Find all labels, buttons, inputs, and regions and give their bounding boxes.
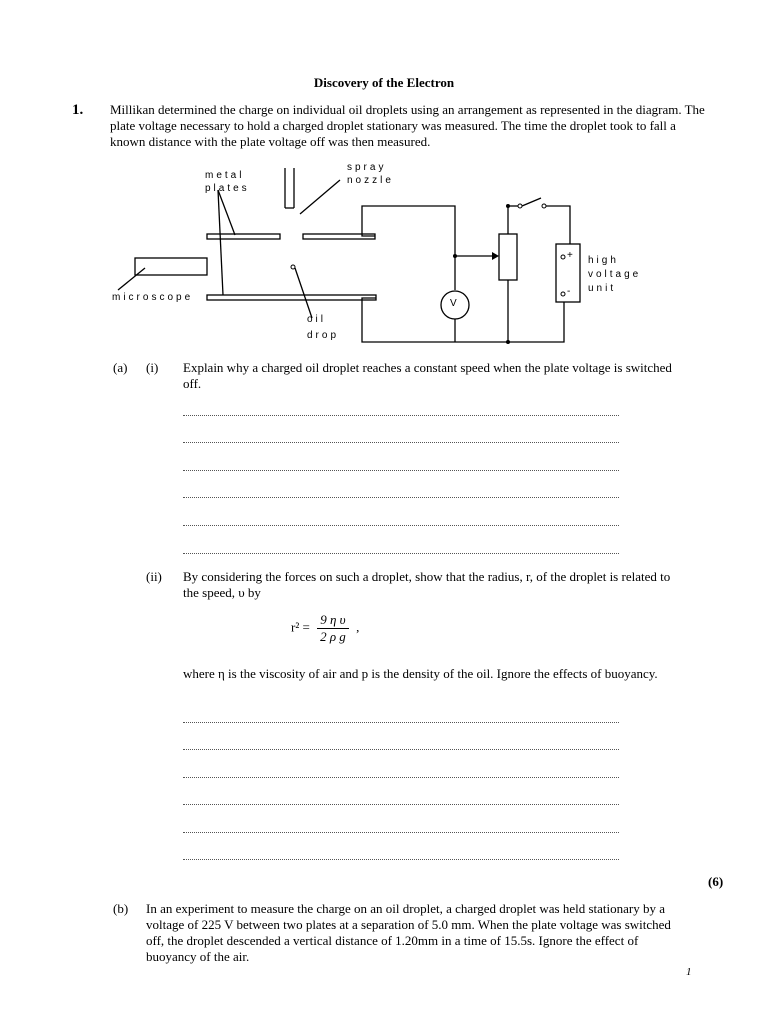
answer-line[interactable]: [183, 487, 619, 498]
nozzle-pointer: [300, 180, 340, 214]
label-high: high: [588, 255, 619, 266]
answer-line[interactable]: [183, 767, 619, 778]
answer-line[interactable]: [183, 712, 619, 723]
answer-line[interactable]: [183, 822, 619, 833]
question-number: 1.: [72, 102, 84, 118]
top-plate-left: [207, 234, 280, 239]
label-minus: -: [567, 286, 571, 297]
potentiometer: [499, 234, 517, 280]
switch-arm: [522, 198, 541, 206]
answer-line[interactable]: [183, 460, 619, 471]
oil-drop: [291, 265, 295, 269]
answer-line[interactable]: [183, 543, 619, 554]
label-oil: oil: [307, 314, 327, 325]
potentiometer-arrow: [492, 252, 499, 260]
oil-drop-pointer: [295, 268, 312, 318]
label-nozzle: nozzle: [347, 175, 394, 186]
microscope-body: [135, 258, 207, 275]
part-a-i-text: Explain why a charged oil droplet reaches a constant speed when the plate voltage is switched off.: [183, 360, 672, 391]
part-a-i-label: (i): [146, 360, 159, 375]
answer-line[interactable]: [183, 432, 619, 443]
marks-total: (6): [708, 874, 724, 889]
answer-line[interactable]: [183, 849, 619, 860]
part-a-ii-where: where η is the viscosity of air and p is the density of the oil. Ignore the effects of buoyancy.: [183, 666, 658, 681]
label-spray: spray: [347, 162, 387, 173]
label-voltmeter: V: [450, 298, 457, 309]
part-b-text: In an experiment to measure the charge on an oil droplet, a charged droplet was held stationary by a voltage of 225 V between two plates at a separation of 5.0 mm. When the plate voltage was switched off, the droplet descended a vertical distance of 1.20mm in a time of 15.5s. Ignore the effect of buoyancy of the air.: [146, 901, 671, 964]
label-drop: drop: [307, 330, 340, 341]
page-title: Discovery of the Electron: [313, 75, 455, 90]
label-metal: metal: [205, 170, 245, 181]
answer-line[interactable]: [183, 405, 619, 416]
part-a-ii-label: (ii): [146, 569, 162, 584]
formula-lhs: r² =: [291, 619, 310, 635]
bottom-plate: [207, 295, 376, 300]
answer-line[interactable]: [183, 794, 619, 805]
page-number: 1: [686, 966, 692, 978]
part-b-label: (b): [113, 901, 129, 916]
label-plus: +: [567, 250, 573, 261]
label-plates: plates: [205, 183, 250, 194]
plates-pointer-2: [218, 190, 223, 295]
label-unit: unit: [588, 283, 617, 294]
radius-formula: [291, 612, 359, 645]
formula-fraction: [317, 612, 349, 645]
microscope-pointer: [118, 268, 145, 290]
wire-top: [362, 206, 497, 256]
part-a-ii-text: By considering the forces on such a droplet, show that the radius, r, of the droplet is related to the speed, υ by: [183, 569, 671, 600]
plates-pointer-1: [218, 190, 235, 235]
answer-line[interactable]: [183, 739, 619, 750]
formula-numerator: 9 η υ: [317, 612, 349, 629]
question-intro: Millikan determined the charge on individual oil droplets using an arrangement as represented in the diagram. The plate voltage necessary to hold a charged droplet stationary was measured. The time the droplet took to fall a known distance with the plate voltage off was then measured.: [110, 102, 705, 149]
label-microscope: microscope: [112, 292, 194, 303]
formula-tail: ,: [356, 619, 360, 635]
formula-denominator: 2 ρ g: [320, 629, 346, 644]
part-a-label: (a): [113, 360, 128, 375]
label-voltage: voltage: [588, 269, 642, 280]
wire-bottom: [362, 298, 508, 342]
answer-line[interactable]: [183, 515, 619, 526]
